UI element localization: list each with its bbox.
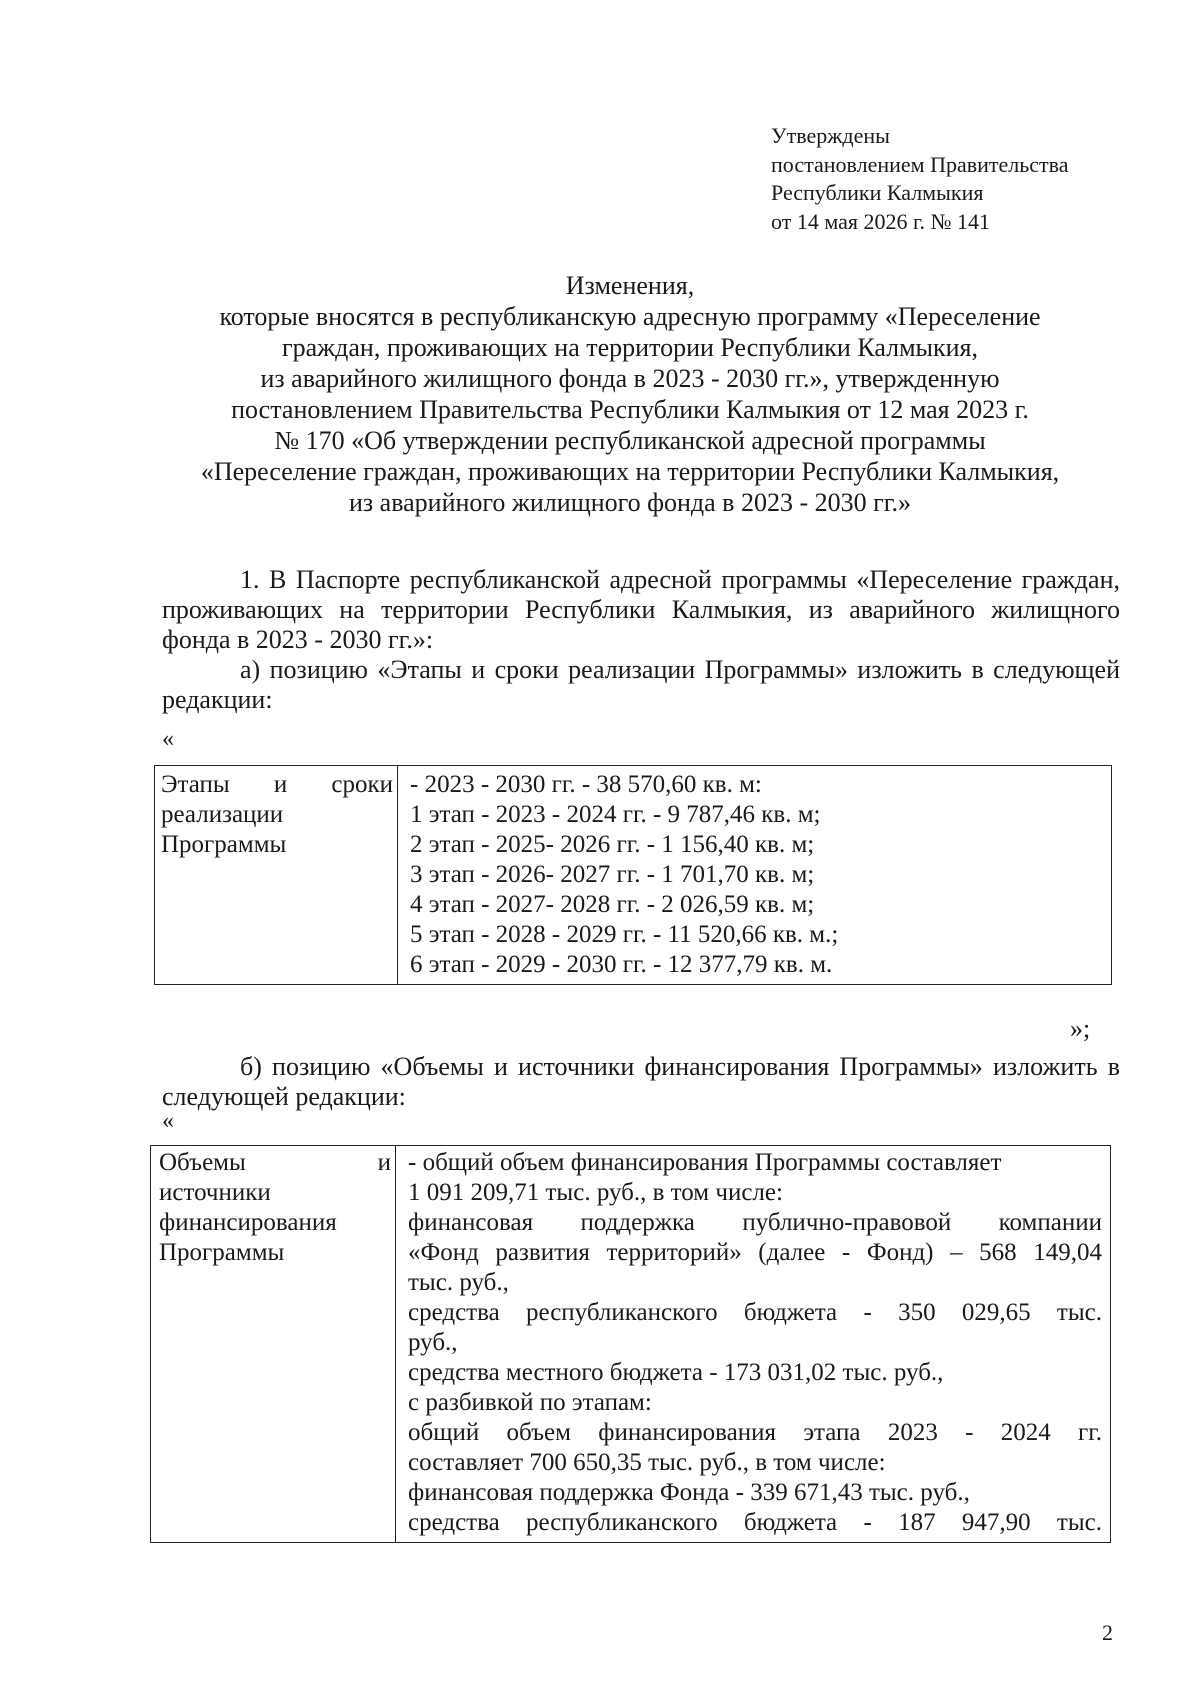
title-line: «Переселение граждан, проживающих на территории Республики Калмыкия,	[200, 457, 1060, 486]
approval-line: Утверждены	[771, 123, 890, 148]
label-line: источники	[159, 1179, 271, 1206]
table-row	[151, 1146, 1111, 1543]
title-line: Изменения,	[565, 271, 695, 300]
value-line: 1 091 209,71 тыс. руб., в том числе:	[408, 1179, 783, 1206]
paragraph-b: б) позицию «Объемы и источники финансирования Программы» изложить в следующей редакции:	[162, 1052, 1120, 1111]
value-line: «Фонд развития территорий» (далее - Фонд) – 568 149,04	[408, 1239, 1102, 1266]
opening-quote: «	[162, 1108, 174, 1134]
value-line: с разбивкой по этапам:	[408, 1389, 652, 1416]
paragraph-1: 1. В Паспорте республиканской адресной программы «Переселение граждан, проживающих на территории Республики Калмыкия, из аварийного жилищного фонда в 2023 - 2030 гг.»:	[162, 565, 1120, 654]
value-line: тыс. руб.,	[408, 1269, 509, 1296]
financing-table	[150, 1145, 1111, 1543]
paragraph-block	[162, 565, 1120, 715]
table-row	[155, 766, 1112, 985]
financing-value-cell	[396, 1146, 1111, 1543]
value-line: финансовая поддержка Фонда - 339 671,43 тыс. руб.,	[408, 1479, 970, 1506]
label-line: Программы	[159, 1239, 285, 1266]
paragraph-b-block	[162, 1052, 1120, 1112]
value-line: общий объем финансирования этапа 2023 - 2024 гг.	[408, 1419, 1102, 1446]
title-line: которые вносятся в республиканскую адресную программу «Переселение	[219, 302, 1041, 331]
label-line: Этапы и сроки	[161, 771, 393, 798]
approval-line: от 14 мая 2026 г. № 141	[771, 208, 991, 234]
document-title	[140, 270, 1120, 518]
value-line: составляет 700 650,35 тыс. руб., в том числе:	[408, 1449, 886, 1476]
value-line: финансовая поддержка публично-правовой компании	[408, 1209, 1102, 1236]
page-number: 2	[1102, 1620, 1113, 1645]
approval-line: Республики Калмыкия	[771, 180, 984, 205]
value-line: 6 этап - 2029 - 2030 гг. - 12 377,79 кв. м.	[410, 951, 833, 978]
closing-quote: »;	[1070, 1014, 1091, 1043]
label-line: финансирования	[159, 1209, 337, 1236]
stages-label-cell	[155, 766, 398, 985]
value-line: средства республиканского бюджета - 350 029,65 тыс.	[408, 1299, 1102, 1326]
approval-line: постановлением Правительства	[771, 151, 1069, 177]
value-line: средства местного бюджета - 173 031,02 тыс. руб.,	[408, 1359, 944, 1386]
value-line: 3 этап - 2026- 2027 гг. - 1 701,70 кв. м;	[410, 861, 815, 888]
title-line: из аварийного жилищного фонда в 2023 - 2030 гг.», утвержденную	[260, 364, 1000, 393]
value-line: руб.,	[408, 1329, 458, 1356]
approval-stamp	[771, 122, 1069, 236]
stages-value-cell	[398, 766, 1112, 985]
paragraph-a: а) позицию «Этапы и сроки реализации Программы» изложить в следующей редакции:	[162, 655, 1120, 714]
value-line: средства республиканского бюджета - 187 947,90 тыс.	[408, 1509, 1102, 1536]
title-line: постановлением Правительства Республики Калмыкия от 12 мая 2023 г.	[231, 395, 1029, 424]
label-line: реализации	[161, 801, 284, 828]
title-line: № 170 «Об утверждении республиканской адресной программы	[274, 426, 986, 455]
value-line: - 2023 - 2030 гг. - 38 570,60 кв. м:	[410, 771, 762, 798]
value-line: 4 этап - 2027- 2028 гг. - 2 026,59 кв. м;	[410, 891, 815, 918]
label-line: Программы	[161, 831, 287, 858]
label-line: Объемы и	[159, 1149, 391, 1176]
value-line: 1 этап - 2023 - 2024 гг. - 9 787,46 кв. м;	[410, 801, 821, 828]
opening-quote: «	[162, 726, 174, 752]
title-line: из аварийного жилищного фонда в 2023 - 2030 гг.»	[348, 488, 912, 517]
value-line: 2 этап - 2025- 2026 гг. - 1 156,40 кв. м;	[410, 831, 815, 858]
title-line: граждан, проживающих на территории Республики Калмыкия,	[281, 333, 979, 362]
value-line: - общий объем финансирования Программы составляет	[408, 1149, 1002, 1176]
stages-table	[154, 765, 1112, 985]
financing-label-cell	[151, 1146, 396, 1543]
value-line: 5 этап - 2028 - 2029 гг. - 11 520,66 кв. м.;	[410, 921, 839, 948]
